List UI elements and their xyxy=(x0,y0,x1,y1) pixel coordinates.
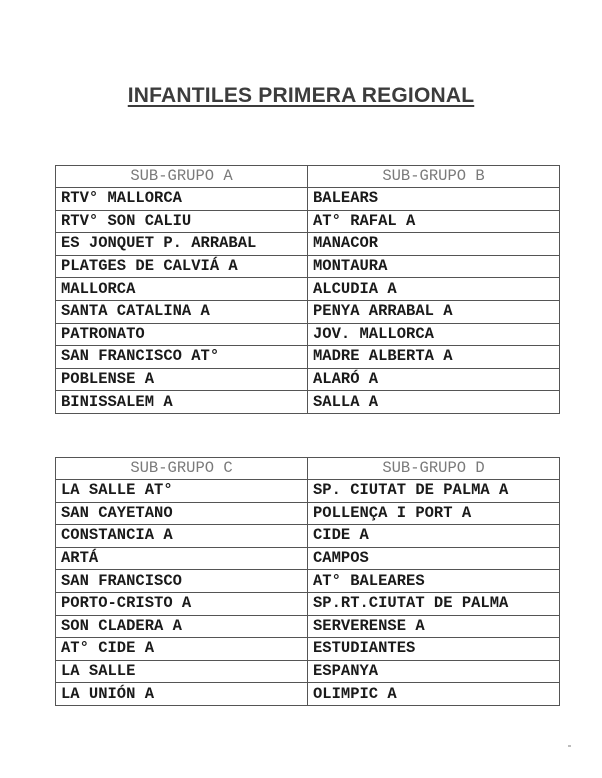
team-cell: ALCUDIA A xyxy=(308,278,560,301)
team-cell: SALLA A xyxy=(308,391,560,414)
team-cell: JOV. MALLORCA xyxy=(308,323,560,346)
team-cell: OLIMPIC A xyxy=(308,683,560,706)
team-cell: SP. CIUTAT DE PALMA A xyxy=(308,480,560,503)
team-cell: ARTÁ xyxy=(56,547,308,570)
team-cell: CONSTANCIA A xyxy=(56,525,308,548)
subgroup-table-c-d xyxy=(55,457,560,706)
table-row xyxy=(56,570,560,593)
team-cell: CAMPOS xyxy=(308,547,560,570)
table-row xyxy=(56,480,560,503)
table-row xyxy=(56,660,560,683)
team-cell: MALLORCA xyxy=(56,278,308,301)
team-cell: LA SALLE xyxy=(56,660,308,683)
team-cell: ALARÓ A xyxy=(308,368,560,391)
team-cell: PATRONATO xyxy=(56,323,308,346)
team-cell: BALEARS xyxy=(308,188,560,211)
team-cell: SAN CAYETANO xyxy=(56,502,308,525)
team-cell: PENYA ARRABAL A xyxy=(308,300,560,323)
table-row xyxy=(56,391,560,414)
table-header-row xyxy=(56,458,560,480)
table-header-row xyxy=(56,166,560,188)
team-cell: SAN FRANCISCO AT° xyxy=(56,346,308,369)
table-row xyxy=(56,278,560,301)
table-row xyxy=(56,638,560,661)
team-cell: AT° CIDE A xyxy=(56,638,308,661)
team-cell: ES JONQUET P. ARRABAL xyxy=(56,233,308,256)
table-row xyxy=(56,300,560,323)
table-row xyxy=(56,188,560,211)
table-row xyxy=(56,346,560,369)
team-cell: PLATGES DE CALVIÁ A xyxy=(56,255,308,278)
team-cell: SANTA CATALINA A xyxy=(56,300,308,323)
team-cell: MANACOR xyxy=(308,233,560,256)
team-cell: LA UNIÓN A xyxy=(56,683,308,706)
subgroup-b-header: SUB-GRUPO B xyxy=(308,166,560,188)
subgroup-c-header: SUB-GRUPO C xyxy=(56,458,308,480)
subgroup-d-header: SUB-GRUPO D xyxy=(308,458,560,480)
table-row xyxy=(56,368,560,391)
team-cell: POBLENSE A xyxy=(56,368,308,391)
team-cell: AT° BALEARES xyxy=(308,570,560,593)
team-cell: SP.RT.CIUTAT DE PALMA xyxy=(308,592,560,615)
team-cell: MONTAURA xyxy=(308,255,560,278)
table-row xyxy=(56,525,560,548)
team-cell: SERVERENSE A xyxy=(308,615,560,638)
table-row xyxy=(56,592,560,615)
table-row xyxy=(56,210,560,233)
team-cell: PORTO-CRISTO A xyxy=(56,592,308,615)
team-cell: LA SALLE AT° xyxy=(56,480,308,503)
page-title: INFANTILES PRIMERA REGIONAL xyxy=(127,84,475,107)
team-cell: RTV° MALLORCA xyxy=(56,188,308,211)
subgroup-a-header: SUB-GRUPO A xyxy=(56,166,308,188)
team-cell: POLLENÇA I PORT A xyxy=(308,502,560,525)
team-cell: BINISSALEM A xyxy=(56,391,308,414)
subgroup-table-a-b xyxy=(55,165,560,414)
team-cell: SON CLADERA A xyxy=(56,615,308,638)
scan-speck xyxy=(568,745,571,747)
team-cell: RTV° SON CALIU xyxy=(56,210,308,233)
team-cell: ESPANYA xyxy=(308,660,560,683)
table-row xyxy=(56,502,560,525)
table-row xyxy=(56,547,560,570)
table-row xyxy=(56,615,560,638)
table-row xyxy=(56,683,560,706)
team-cell: AT° RAFAL A xyxy=(308,210,560,233)
table-row xyxy=(56,323,560,346)
team-cell: SAN FRANCISCO xyxy=(56,570,308,593)
table-row xyxy=(56,233,560,256)
team-cell: MADRE ALBERTA A xyxy=(308,346,560,369)
team-cell: ESTUDIANTES xyxy=(308,638,560,661)
team-cell: CIDE A xyxy=(308,525,560,548)
table-row xyxy=(56,255,560,278)
